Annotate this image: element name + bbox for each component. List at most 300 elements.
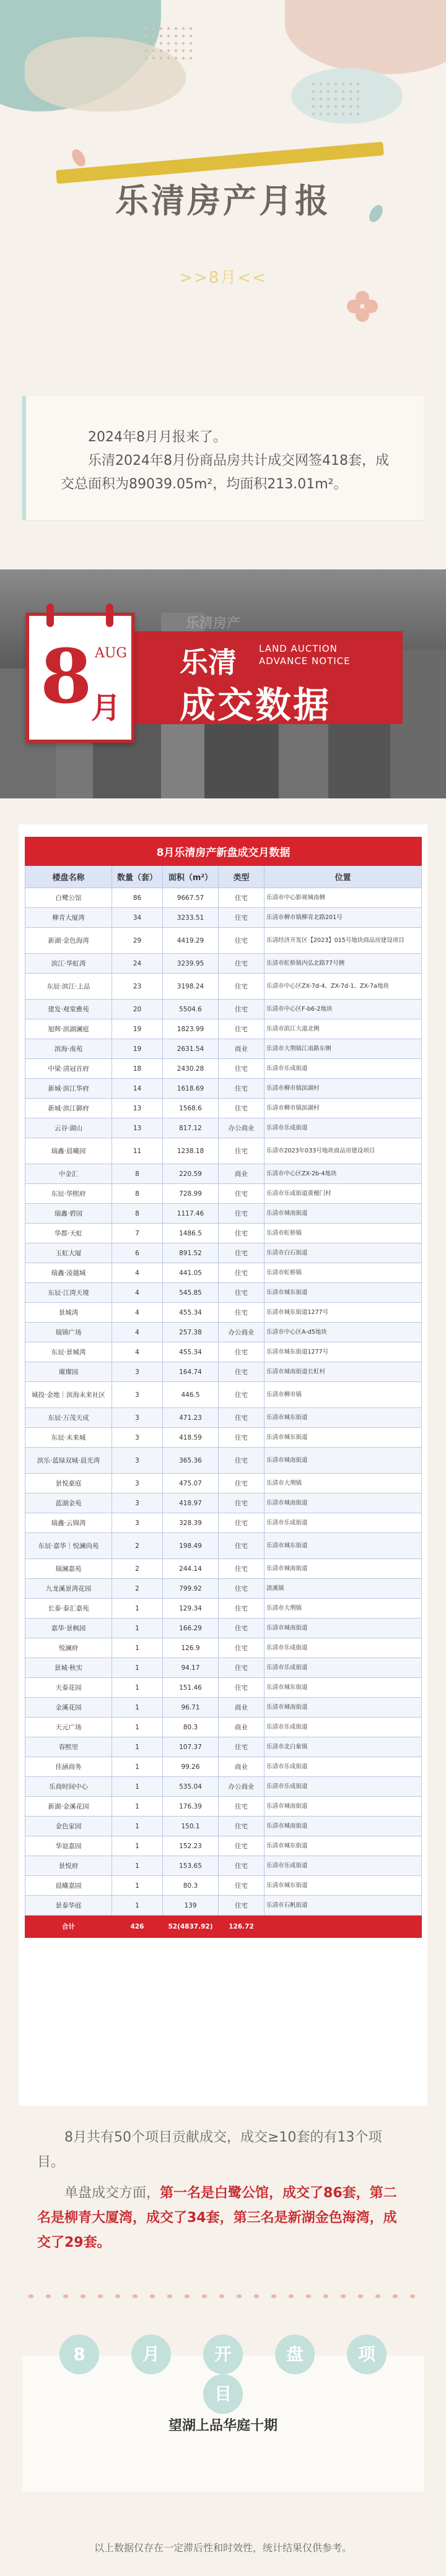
table-cell: 乐清市大荆镇江南路东侧: [265, 1039, 422, 1059]
table-cell: 住宅: [219, 1000, 265, 1019]
table-cell: 1: [112, 1638, 163, 1658]
table-cell: 乐清市虹桥镇: [265, 1263, 422, 1283]
table-cell: 1: [112, 1836, 163, 1856]
table-cell: 瑞鑫·凌越城: [25, 1263, 112, 1283]
table-row: [25, 1099, 422, 1118]
table-cell: 乐清市虹桥镇: [265, 1224, 422, 1243]
table-cell: 164.74: [163, 1362, 219, 1382]
table-cell: 乐清市大荆镇: [265, 1599, 422, 1619]
table-cell: 乐清市中心区F-b6-2地块: [265, 1000, 422, 1019]
table-cell: 8: [112, 1184, 163, 1204]
table-cell: 446.5: [163, 1382, 219, 1408]
table-row: [25, 1876, 422, 1896]
table-cell: 玉虹大厦: [25, 1243, 112, 1263]
heading-circle-char: 开: [203, 2335, 243, 2374]
table-cell: 商业: [219, 1039, 265, 1059]
table-cell: 418.97: [163, 1493, 219, 1513]
table-cell: 13: [112, 1099, 163, 1118]
table-cell: 1: [112, 1658, 163, 1678]
table-cell: 4419.29: [163, 928, 219, 954]
table-cell: 乐清市乐成街道: [265, 1638, 422, 1658]
decor-blob: [285, 0, 446, 74]
table-cell: 住宅: [219, 1243, 265, 1263]
table-cell: 2: [112, 1533, 163, 1559]
table-cell: 住宅: [219, 1579, 265, 1599]
table-total-row: [25, 1916, 422, 1938]
table-cell: 3: [112, 1428, 163, 1448]
table-cell: 旭辉·滨湖澜庭: [25, 1019, 112, 1039]
table-cell: 9667.57: [163, 888, 219, 908]
table-cell: 住宅: [219, 1382, 265, 1408]
table-cell: 乐清市中心影视城南侧: [265, 888, 422, 908]
table-cell: 418.59: [163, 1428, 219, 1448]
table-cell: 住宅: [219, 954, 265, 974]
table-cell: 3: [112, 1474, 163, 1493]
table-cell: 471.23: [163, 1408, 219, 1428]
table-title: 8月乐清房产新盘成交月数据: [25, 837, 422, 866]
table-cell: 乐清市城东街道1277号: [265, 1342, 422, 1362]
table-cell: 4: [112, 1303, 163, 1323]
table-cell: 住宅: [219, 928, 265, 954]
table-cell: 19: [112, 1039, 163, 1059]
table-cell: 办公商业: [219, 1323, 265, 1342]
table-cell: 29: [112, 928, 163, 954]
table-cell: 天泰花园: [25, 1678, 112, 1698]
table-cell: 乐清市乐成街道: [265, 1757, 422, 1777]
table-cell: 住宅: [219, 1638, 265, 1658]
table-cell: 住宅: [219, 1362, 265, 1382]
table-cell: 天元广场: [25, 1718, 112, 1737]
table-cell: 瑞澜嘉苑: [25, 1559, 112, 1579]
open-projects-heading: [22, 2335, 424, 2414]
table-cell: 乐清市城南街道: [265, 1698, 422, 1718]
table-cell: 2430.28: [163, 1059, 219, 1079]
table-row: [25, 1408, 422, 1428]
table-cell: 107.37: [163, 1737, 219, 1757]
table-cell: 悦澜府: [25, 1638, 112, 1658]
table-cell: 乐清市白石街道: [265, 1243, 422, 1263]
table-cell: 3233.51: [163, 908, 219, 928]
table-cell: 瑞鑫·云锦湾: [25, 1513, 112, 1533]
table-cell: 166.29: [163, 1619, 219, 1638]
table-cell: 乐清市大荆镇: [265, 1474, 422, 1493]
table-row: [25, 1493, 422, 1513]
table-row: [25, 1513, 422, 1533]
table-cell: 白鹭公馆: [25, 888, 112, 908]
table-cell: 乐清市乐成街道: [265, 1513, 422, 1533]
banner-month-number: 8: [40, 633, 92, 720]
table-header-cell: 类型: [219, 866, 265, 888]
table-cell: 455.34: [163, 1303, 219, 1323]
table-cell: 住宅: [219, 1493, 265, 1513]
table-row: [25, 1658, 422, 1678]
table-cell: 3: [112, 1513, 163, 1533]
table-cell: 3: [112, 1408, 163, 1428]
table-cell: 住宅: [219, 1599, 265, 1619]
table-cell: 1117.46: [163, 1204, 219, 1224]
table-cell: 1238.18: [163, 1138, 219, 1164]
intro-line-1: 2024年8月月报来了。: [88, 430, 227, 445]
table-row: [25, 1000, 422, 1019]
summary: [37, 2125, 409, 2262]
table-cell: 19: [112, 1019, 163, 1039]
table-row: [25, 1698, 422, 1718]
table-cell: 住宅: [219, 1079, 265, 1099]
table-cell: 94.17: [163, 1658, 219, 1678]
table-row: [25, 1362, 422, 1382]
table-row: [25, 908, 422, 928]
table-cell: 住宅: [219, 1263, 265, 1283]
table-cell: 18: [112, 1059, 163, 1079]
table-cell: 淡溪镇: [265, 1579, 422, 1599]
table-row: [25, 1757, 422, 1777]
table-row: [25, 1619, 422, 1638]
table-cell: 4: [112, 1263, 163, 1283]
table-row: [25, 1836, 422, 1856]
table-cell: 3: [112, 1382, 163, 1408]
table-cell: 244.14: [163, 1559, 219, 1579]
table-cell: 1: [112, 1599, 163, 1619]
summary-line-2: 单盘成交方面，第一名是白鹭公馆，成交了86套，第二名是柳青大厦湾，成交了34套，第三名是新湖金色海湾，成交了29套。: [37, 2185, 397, 2250]
table-cell: 春熙里: [25, 1737, 112, 1757]
table-cell: 东辰·华熙府: [25, 1184, 112, 1204]
sales-table: [25, 837, 422, 1938]
table-cell: 中金汇: [25, 1164, 112, 1184]
table-cell: 乐清市城南街道: [265, 1493, 422, 1513]
banner-aug: AUG: [95, 646, 128, 661]
table-cell: 3198.24: [163, 974, 219, 1000]
table-cell: 住宅: [219, 1059, 265, 1079]
table-cell: 商业: [219, 1757, 265, 1777]
table-cell: 佳涵商务: [25, 1757, 112, 1777]
table-cell: 东辰·江湾天境: [25, 1283, 112, 1303]
table-cell: 住宅: [219, 1836, 265, 1856]
table-cell: 3: [112, 1493, 163, 1513]
table-row: [25, 1079, 422, 1099]
table-cell: 瑞鑫·晨曦园: [25, 1138, 112, 1164]
table-cell: 乐清市城东街道: [265, 1678, 422, 1698]
table-cell: 住宅: [219, 1559, 265, 1579]
table-cell: 景悦府: [25, 1856, 112, 1876]
table-cell: 住宅: [219, 1303, 265, 1323]
table-cell: 金色家园: [25, 1817, 112, 1836]
table-cell: 景城·秋实: [25, 1658, 112, 1678]
table-cell: 商业: [219, 1718, 265, 1737]
table-cell: 乐清市柳市镇滨湖村: [265, 1099, 422, 1118]
table-cell: 乐清市城东街道: [265, 1876, 422, 1896]
table-cell: 住宅: [219, 1737, 265, 1757]
page-title: 乐清房产月报: [115, 181, 331, 220]
table-cell: 新城·滨江华府: [25, 1079, 112, 1099]
table-cell: 24: [112, 954, 163, 974]
table-cell: 3: [112, 1448, 163, 1474]
table-cell: 乐清市乐成街道: [265, 1777, 422, 1797]
leaf-icon: [69, 147, 89, 169]
table-cell: 153.65: [163, 1856, 219, 1876]
table-cell: 1486.5: [163, 1224, 219, 1243]
table-cell: 住宅: [219, 1099, 265, 1118]
table-cell: 住宅: [219, 1138, 265, 1164]
table-row: [25, 1533, 422, 1559]
table-cell: 198.49: [163, 1533, 219, 1559]
heading-circle-char: 月: [131, 2335, 171, 2374]
table-cell: 4: [112, 1323, 163, 1342]
table-cell: 东辰·滨江·上品: [25, 974, 112, 1000]
table-row: [25, 954, 422, 974]
table-cell: 住宅: [219, 1678, 265, 1698]
table-row: [25, 1817, 422, 1836]
table-cell: 住宅: [219, 1428, 265, 1448]
table-row: [25, 1737, 422, 1757]
table-total-cell: 合计: [25, 1916, 112, 1938]
table-cell: 152.23: [163, 1836, 219, 1856]
table-cell: 住宅: [219, 1533, 265, 1559]
table-cell: 乐清市2023年033号地块商品房建设项目: [265, 1138, 422, 1164]
table-total-cell: 52(4837.92): [163, 1916, 219, 1938]
table-cell: 瑞锦广场: [25, 1323, 112, 1342]
heading-circle-char: 目: [203, 2374, 243, 2414]
calendar-icon: [26, 613, 134, 743]
table-cell: 799.92: [163, 1579, 219, 1599]
table-row: [25, 1797, 422, 1817]
table-row: [25, 1579, 422, 1599]
table-cell: 华都·天虹: [25, 1224, 112, 1243]
table-cell: 九龙溪景湾花园: [25, 1579, 112, 1599]
table-cell: 1: [112, 1757, 163, 1777]
table-cell: 96.71: [163, 1698, 219, 1718]
table-cell: 东辰·景城湾: [25, 1342, 112, 1362]
table-cell: 728.99: [163, 1184, 219, 1204]
table-cell: 1: [112, 1698, 163, 1718]
banner-month-char: 月: [91, 691, 121, 725]
table-cell: 乐清经济开发区【2023】015号地块商品房建设项目: [265, 928, 422, 954]
table-cell: 乐清市城东街道: [265, 1408, 422, 1428]
table-cell: 乐清市乐成街道黄檀门村: [265, 1184, 422, 1204]
table-row: [25, 1856, 422, 1876]
table-cell: 住宅: [219, 1283, 265, 1303]
table-cell: 3: [112, 1362, 163, 1382]
table-cell: 150.1: [163, 1817, 219, 1836]
table-cell: 金溪花园: [25, 1698, 112, 1718]
table-cell: 乐清市城南街道长虹村: [265, 1362, 422, 1382]
table-row: [25, 928, 422, 954]
banner: [0, 569, 446, 798]
table-cell: 乐清市石帆街道: [265, 1896, 422, 1916]
table-cell: 住宅: [219, 1448, 265, 1474]
table-card: [19, 824, 427, 2106]
table-cell: 乐清市城东街道: [265, 1533, 422, 1559]
table-cell: 23: [112, 974, 163, 1000]
table-cell: 14: [112, 1079, 163, 1099]
table-row: [25, 1323, 422, 1342]
table-cell: 乐清市城南街道: [265, 1204, 422, 1224]
table-cell: 乐清市乐成街道: [265, 1059, 422, 1079]
table-cell: 办公商业: [219, 1777, 265, 1797]
table-cell: 住宅: [219, 1896, 265, 1916]
heading-circle-char: 项: [347, 2335, 387, 2374]
table-cell: 云谷·湖山: [25, 1118, 112, 1138]
table-cell: 220.59: [163, 1164, 219, 1184]
table-cell: 乐清市城东街道: [265, 1428, 422, 1448]
summary-line-1: 8月共有50个项目贡献成交，成交≥10套的有13个项目。: [37, 2130, 382, 2170]
table-cell: 住宅: [219, 1856, 265, 1876]
table-cell: 1568.6: [163, 1099, 219, 1118]
table-cell: 13: [112, 1118, 163, 1138]
table-cell: 住宅: [219, 1224, 265, 1243]
table-cell: 乐清市滨江大道北侧: [265, 1019, 422, 1039]
table-cell: 住宅: [219, 1408, 265, 1428]
table-cell: 住宅: [219, 974, 265, 1000]
table-cell: 商业: [219, 1698, 265, 1718]
table-cell: 129.34: [163, 1599, 219, 1619]
table-row: [25, 1019, 422, 1039]
table-cell: 东辰·万茂天成: [25, 1408, 112, 1428]
table-row: [25, 1777, 422, 1797]
table-cell: 华谊嘉园: [25, 1836, 112, 1856]
table-cell: 441.05: [163, 1263, 219, 1283]
header-decoration: [0, 0, 446, 347]
footer-note: 以上数据仅存在一定滞后性和时效性，统计结果仅供参考。: [94, 2542, 352, 2554]
table-cell: 乐清市城东街道: [265, 1283, 422, 1303]
table-cell: 景悦豪庭: [25, 1474, 112, 1493]
table-cell: 乐清市柳市镇柳青北路201号: [265, 908, 422, 928]
table-cell: 蓝湖金苑: [25, 1493, 112, 1513]
table-cell: 20: [112, 1000, 163, 1019]
table-cell: 滨乐·蓝绿双城·晨光湾: [25, 1448, 112, 1474]
table-cell: 139: [163, 1896, 219, 1916]
table-cell: 乐清市城南街道: [265, 1619, 422, 1638]
table-cell: 乐清市中心区ZX-2b-4地块: [265, 1164, 422, 1184]
heading-circle-char: 盘: [275, 2335, 315, 2374]
table-cell: 新湖·金色海湾: [25, 928, 112, 954]
table-cell: 乐清市北白象镇: [265, 1737, 422, 1757]
banner-main-text: 成交数据: [180, 684, 331, 726]
table-cell: 1823.99: [163, 1019, 219, 1039]
table-cell: 乐清市虹桥镇内弘北路77号侧: [265, 954, 422, 974]
table-cell: 1: [112, 1896, 163, 1916]
table-cell: 2: [112, 1559, 163, 1579]
banner-tag: LAND AUCTION ADVANCE NOTICE: [259, 643, 351, 667]
table-cell: 乐清市乐成街道: [265, 1856, 422, 1876]
table-cell: 1: [112, 1678, 163, 1698]
table-cell: 商业: [219, 1164, 265, 1184]
table-row: [25, 1474, 422, 1493]
table-cell: 8: [112, 1204, 163, 1224]
table-cell: 中梁·清冠首府: [25, 1059, 112, 1079]
table-cell: 176.39: [163, 1797, 219, 1817]
table-cell: 1: [112, 1777, 163, 1797]
table-row: [25, 1303, 422, 1323]
table-row: [25, 1896, 422, 1916]
table-cell: 乐清市中心区A-d5地块: [265, 1323, 422, 1342]
table-row: [25, 1204, 422, 1224]
table-cell: 5504.6: [163, 1000, 219, 1019]
table-cell: 365.36: [163, 1448, 219, 1474]
page-subtitle: >>8月<<: [179, 269, 267, 287]
table-cell: 住宅: [219, 1797, 265, 1817]
table-cell: 1: [112, 1619, 163, 1638]
table-row: [25, 1224, 422, 1243]
table-cell: 1: [112, 1797, 163, 1817]
table-cell: 乐商时间中心: [25, 1777, 112, 1797]
table-row: [25, 1039, 422, 1059]
table-cell: 住宅: [219, 1184, 265, 1204]
table-cell: 1: [112, 1737, 163, 1757]
table-cell: 891.52: [163, 1243, 219, 1263]
table-cell: 328.39: [163, 1513, 219, 1533]
table-row: [25, 1118, 422, 1138]
table-cell: 住宅: [219, 1019, 265, 1039]
dots-decor: [310, 80, 359, 118]
banner-watermark: 乐清房产: [186, 616, 241, 631]
table-row: [25, 1184, 422, 1204]
table-row: [25, 1599, 422, 1619]
table-cell: 滨海·南苑: [25, 1039, 112, 1059]
table-cell: 晨曦嘉园: [25, 1876, 112, 1896]
table-cell: 80.3: [163, 1718, 219, 1737]
table-total-cell: 126.72: [219, 1916, 265, 1938]
table-cell: 住宅: [219, 1876, 265, 1896]
table-row: [25, 974, 422, 1000]
table-row: [25, 1263, 422, 1283]
table-row: [25, 1283, 422, 1303]
open-projects-box: [22, 2344, 424, 2492]
table-cell: 2631.54: [163, 1039, 219, 1059]
banner-city: 乐清: [180, 646, 237, 679]
table-cell: 4: [112, 1283, 163, 1303]
table-cell: 东辰·嘉华｜悦澜尚苑: [25, 1533, 112, 1559]
table-cell: 乐清市柳市镇: [265, 1382, 422, 1408]
table-cell: 乐清市城南街道: [265, 1559, 422, 1579]
table-cell: 柳青大厦湾: [25, 908, 112, 928]
table-cell: 4: [112, 1342, 163, 1362]
dot-divider: [22, 2290, 424, 2302]
table-cell: 6: [112, 1243, 163, 1263]
table-cell: 乐清市城南街道: [265, 1817, 422, 1836]
table-cell: 住宅: [219, 1619, 265, 1638]
table-cell: 乐清市城东街道1277号: [265, 1303, 422, 1323]
table-row: [25, 1138, 422, 1164]
table-cell: 535.04: [163, 1777, 219, 1797]
table-cell: 455.34: [163, 1342, 219, 1362]
table-cell: 住宅: [219, 1817, 265, 1836]
table-cell: 住宅: [219, 908, 265, 928]
table-cell: 3239.95: [163, 954, 219, 974]
table-cell: 住宅: [219, 1204, 265, 1224]
table-cell: 乐清市乐成街道: [265, 1658, 422, 1678]
table-cell: 乐清市城东街道: [265, 1836, 422, 1856]
table-cell: 86: [112, 888, 163, 908]
table-cell: 乐清市乐成街道: [265, 1118, 422, 1138]
table-row: [25, 1164, 422, 1184]
table-row: [25, 1428, 422, 1448]
table-cell: 住宅: [219, 1513, 265, 1533]
table-header-cell: 位置: [265, 866, 422, 888]
table-cell: 126.9: [163, 1638, 219, 1658]
intro-line-2: 乐清2024年8月份商品房共计成交网签418套，成交总面积为89039.05m²，均面积213.01m²。: [61, 453, 389, 492]
table-cell: 乐清市柳市镇滨湖村: [265, 1079, 422, 1099]
table-header-row: [25, 866, 422, 888]
table-cell: 城投·金地｜滨海未来社区: [25, 1382, 112, 1408]
table-cell: 8: [112, 1164, 163, 1184]
table-header-cell: 面积（m²）: [163, 866, 219, 888]
table-cell: 1618.69: [163, 1079, 219, 1099]
table-cell: 瑞鑫·碧园: [25, 1204, 112, 1224]
table-cell: 545.85: [163, 1283, 219, 1303]
open-project-name: 望湖上品华庭十期: [168, 2418, 278, 2434]
table-row: [25, 1382, 422, 1408]
table-cell: 景泰华庭: [25, 1896, 112, 1916]
